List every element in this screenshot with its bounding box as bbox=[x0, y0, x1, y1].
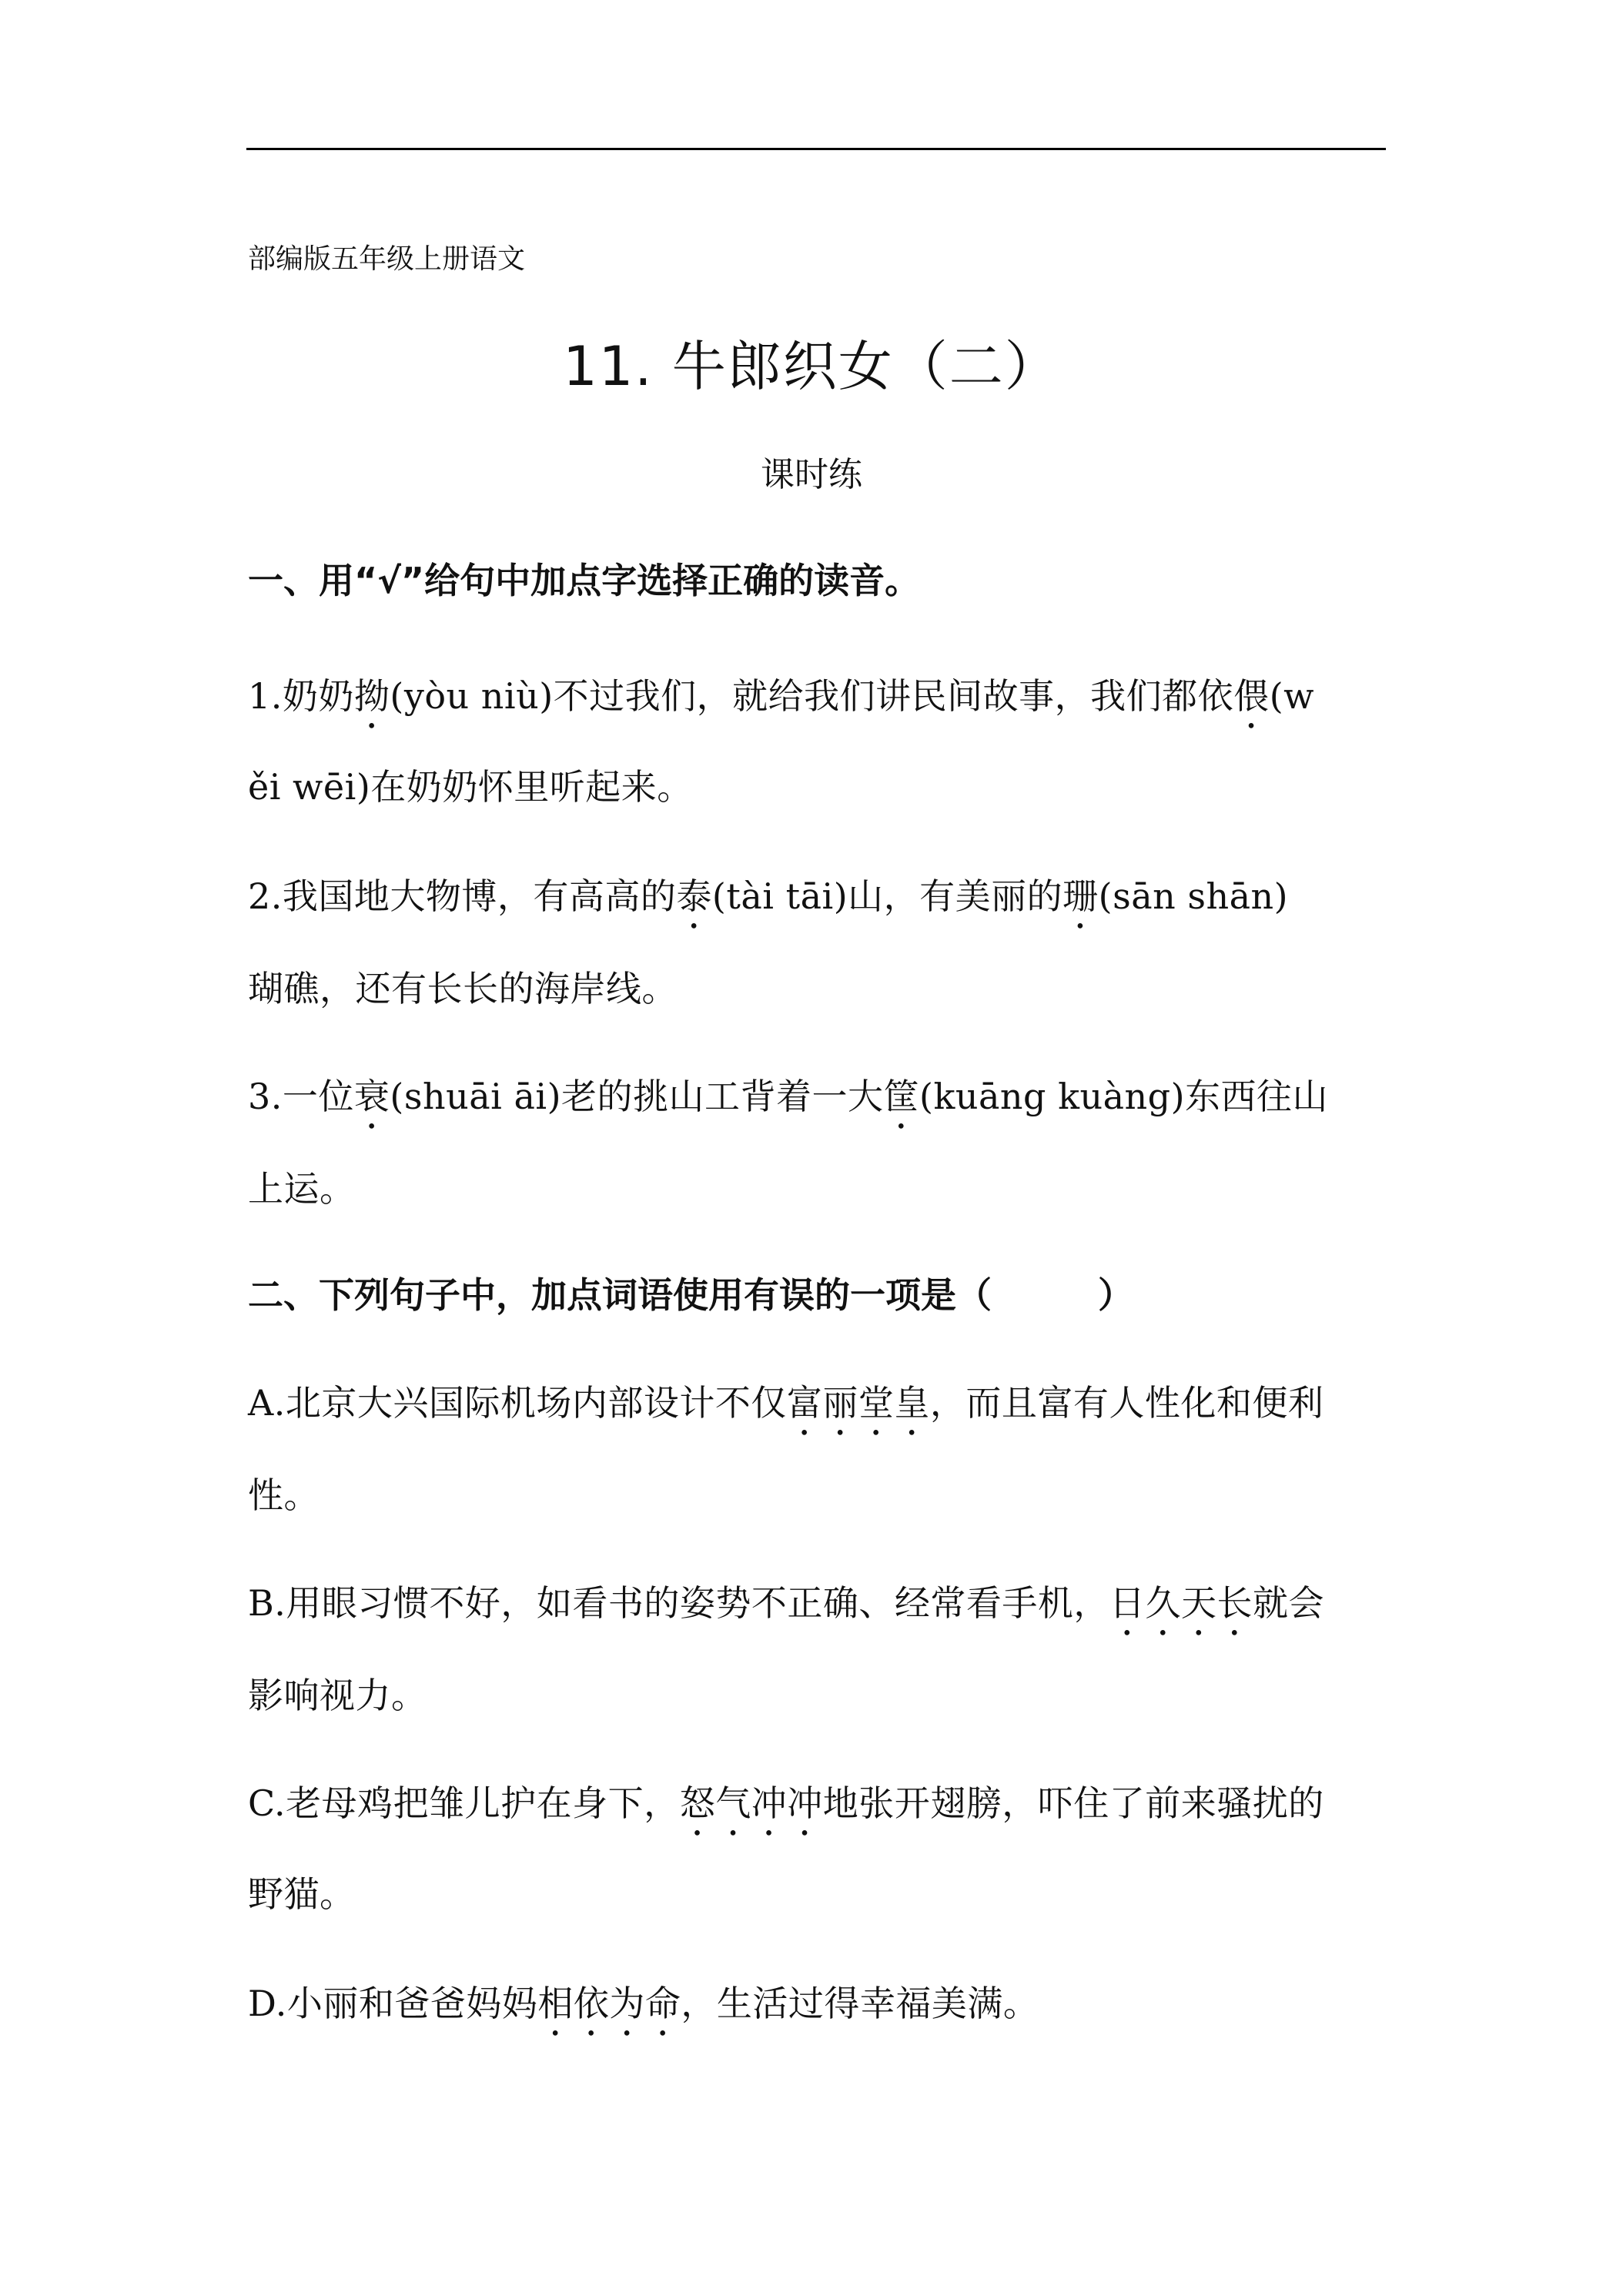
option-c-line-1: C.老母鸡把雏儿护在身下，怒气冲冲地张开翅膀，吓住了前来骚扰的 bbox=[248, 1782, 1324, 1824]
dotted-phrase: 日久天长 bbox=[1109, 1582, 1253, 1624]
page-title: 11. 牛郎织女（二） bbox=[563, 335, 1060, 398]
dotted-phrase: 怒气冲冲 bbox=[679, 1782, 823, 1824]
dotted-phrase: 相依为命 bbox=[537, 1983, 681, 2024]
option-d-line-1: D.小丽和爸爸妈妈相依为命，生活过得幸福美满。 bbox=[248, 1983, 1039, 2024]
question-2-line-1: 2.我国地大物博，有高高的泰(tài tāi)山，有美丽的珊(sān shān) bbox=[248, 875, 1289, 917]
dotted-char: 拗 bbox=[353, 675, 390, 717]
question-1-line-2: ěi wēi)在奶奶怀里听起来。 bbox=[248, 766, 693, 808]
section-1-heading: 一、用“√”给句中加点字选择正确的读音。 bbox=[248, 560, 921, 601]
option-a-line-2: 性。 bbox=[248, 1474, 320, 1516]
header-rule bbox=[246, 148, 1386, 150]
section-2-heading: 二、下列句子中，加点词语使用有误的一项是（ ） bbox=[248, 1274, 1133, 1316]
question-1-line-1: 1.奶奶拗(yòu niù)不过我们，就给我们讲民间故事，我们都依偎(w bbox=[248, 675, 1315, 717]
option-c-line-2: 野猫。 bbox=[248, 1873, 356, 1915]
subject-label: 部编版五年级上册语文 bbox=[248, 243, 526, 275]
option-a-line-1: A.北京大兴国际机场内部设计不仅富丽堂皇，而且富有人性化和便利 bbox=[248, 1382, 1324, 1424]
page-subtitle: 课时练 bbox=[761, 455, 862, 494]
question-3-line-1: 3.一位衰(shuāi āi)老的挑山工背着一大筐(kuāng kuàng)东西往山 bbox=[248, 1076, 1329, 1117]
dotted-char: 珊 bbox=[1062, 875, 1099, 917]
question-2-line-2: 瑚礁，还有长长的海岸线。 bbox=[248, 968, 678, 1009]
dotted-char: 衰 bbox=[353, 1076, 390, 1117]
option-b-line-2: 影响视力。 bbox=[248, 1675, 427, 1716]
dotted-phrase: 富丽堂皇 bbox=[786, 1382, 930, 1424]
option-b-line-1: B.用眼习惯不好，如看书的姿势不正确、经常看手机，日久天长就会 bbox=[248, 1582, 1324, 1624]
dotted-char: 筐 bbox=[883, 1076, 920, 1117]
dotted-char: 泰 bbox=[676, 875, 712, 917]
question-3-line-2: 上运。 bbox=[248, 1168, 356, 1210]
dotted-char: 偎 bbox=[1233, 675, 1270, 717]
